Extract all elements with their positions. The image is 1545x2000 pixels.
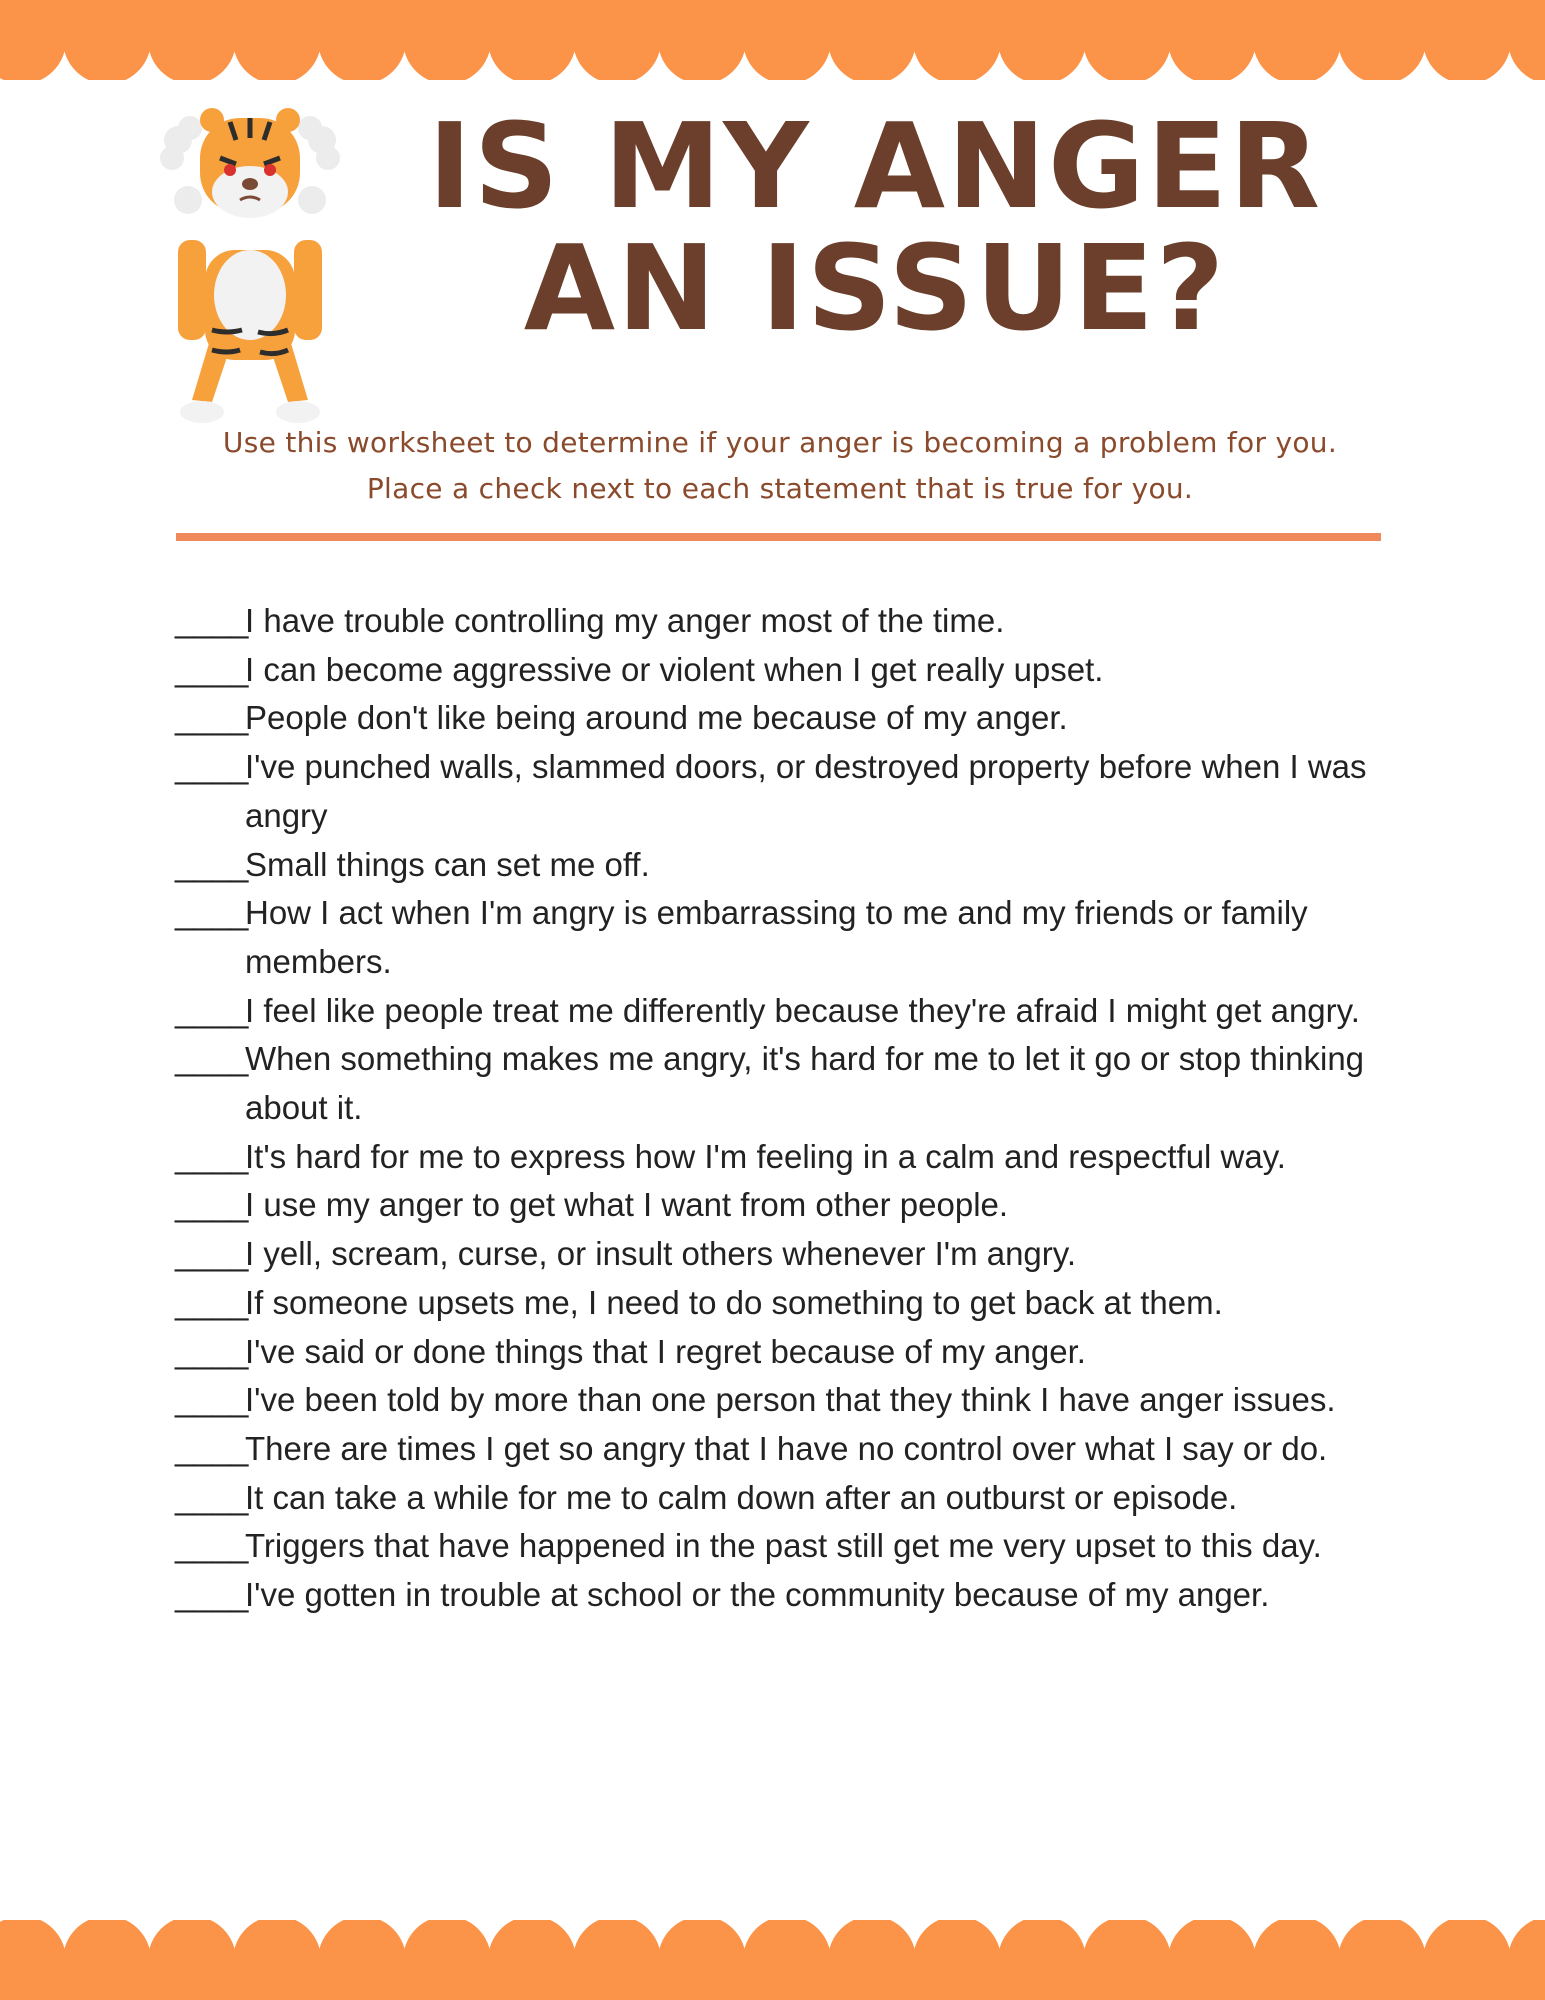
check-blank[interactable]: ____ xyxy=(175,1235,249,1273)
check-blank[interactable]: ____ xyxy=(175,1381,249,1419)
instructions xyxy=(130,420,1430,512)
check-blank[interactable]: ____ xyxy=(175,1478,249,1516)
statement-text: I have trouble controlling my anger most of the time. xyxy=(245,602,1005,639)
checklist-item xyxy=(175,889,1415,986)
checklist-item xyxy=(175,646,1415,695)
checklist-item xyxy=(175,1279,1415,1328)
statement-text: Small things can set me off. xyxy=(245,845,650,883)
check-blank[interactable]: ____ xyxy=(175,1332,249,1370)
statement-text: If someone upsets me, I need to do something to get back at them. xyxy=(245,1283,1223,1321)
page-title xyxy=(400,97,1350,357)
statement-text: I've been told by more than one person that they think I have anger issues. xyxy=(245,1381,1336,1419)
check-blank[interactable]: ____ xyxy=(175,1040,249,1078)
checklist-item xyxy=(175,1328,1415,1377)
checklist-item xyxy=(175,1522,1415,1571)
statement-text: Triggers that have happened in the past still get me very upset to this day. xyxy=(245,1527,1322,1565)
statement-checklist xyxy=(175,597,1415,1620)
statement-text: I've said or done things that I regret because of my anger. xyxy=(245,1332,1086,1370)
checklist-item xyxy=(175,1425,1415,1474)
checklist-item xyxy=(175,1035,1415,1132)
statement-text: I've gotten in trouble at school or the community because of my anger. xyxy=(245,1576,1270,1614)
divider xyxy=(176,533,1381,541)
check-blank[interactable]: ____ xyxy=(175,1186,249,1224)
statement-text: I feel like people treat me differently because they're afraid I might get angry. xyxy=(245,991,1360,1029)
bottom-scallop-border xyxy=(0,1920,1545,2000)
checklist-item xyxy=(175,694,1415,743)
checklist-item xyxy=(175,743,1415,840)
checklist-item xyxy=(175,1474,1415,1523)
statement-text: I can become aggressive or violent when I get really upset. xyxy=(245,650,1104,688)
statement-text: I've punched walls, slammed doors, or destroyed property before when I was angry xyxy=(245,748,1367,834)
checklist-item xyxy=(175,597,1415,646)
checklist-item xyxy=(175,1571,1415,1620)
check-blank[interactable]: ____ xyxy=(175,894,249,932)
title-line-2: AN ISSUE? xyxy=(523,219,1227,357)
checklist-item xyxy=(175,1133,1415,1182)
check-blank[interactable]: ____ xyxy=(175,991,249,1029)
statement-text: There are times I get so angry that I have no control over what I say or do. xyxy=(245,1429,1328,1467)
instructions-line-2: Place a check next to each statement that is true for you. xyxy=(366,472,1194,505)
check-blank[interactable]: ____ xyxy=(175,1429,249,1467)
check-blank[interactable]: ____ xyxy=(175,1527,249,1565)
checklist-item xyxy=(175,1181,1415,1230)
statement-text: People don't like being around me because of my anger. xyxy=(245,699,1068,737)
statement-text: When something makes me angry, it's hard for me to let it go or stop thinking about it. xyxy=(245,1040,1365,1127)
statement-text: I yell, scream, curse, or insult others whenever I'm angry. xyxy=(245,1235,1076,1273)
statement-text: I use my anger to get what I want from other people. xyxy=(245,1186,1009,1224)
title-line-1: IS MY ANGER xyxy=(427,97,1323,235)
checklist-item xyxy=(175,1376,1415,1425)
angry-tiger-icon xyxy=(160,100,340,435)
checklist-item xyxy=(175,841,1415,890)
check-blank[interactable]: ____ xyxy=(175,650,249,688)
check-blank[interactable]: ____ xyxy=(175,1137,249,1175)
check-blank[interactable]: ____ xyxy=(175,602,249,639)
check-blank[interactable]: ____ xyxy=(175,748,249,786)
instructions-line-1: Use this worksheet to determine if your anger is becoming a problem for you. xyxy=(222,426,1338,459)
top-scallop-border xyxy=(0,0,1545,80)
check-blank[interactable]: ____ xyxy=(175,1576,249,1614)
check-blank[interactable]: ____ xyxy=(175,845,249,883)
check-blank[interactable]: ____ xyxy=(175,699,249,737)
statement-text: How I act when I'm angry is embarrassing to me and my friends or family members. xyxy=(245,894,1308,980)
check-blank[interactable]: ____ xyxy=(175,1283,249,1321)
checklist-item xyxy=(175,1230,1415,1279)
checklist-item xyxy=(175,987,1415,1036)
statement-text: It's hard for me to express how I'm feeling in a calm and respectful way. xyxy=(245,1137,1286,1175)
statement-text: It can take a while for me to calm down after an outburst or episode. xyxy=(245,1478,1238,1516)
